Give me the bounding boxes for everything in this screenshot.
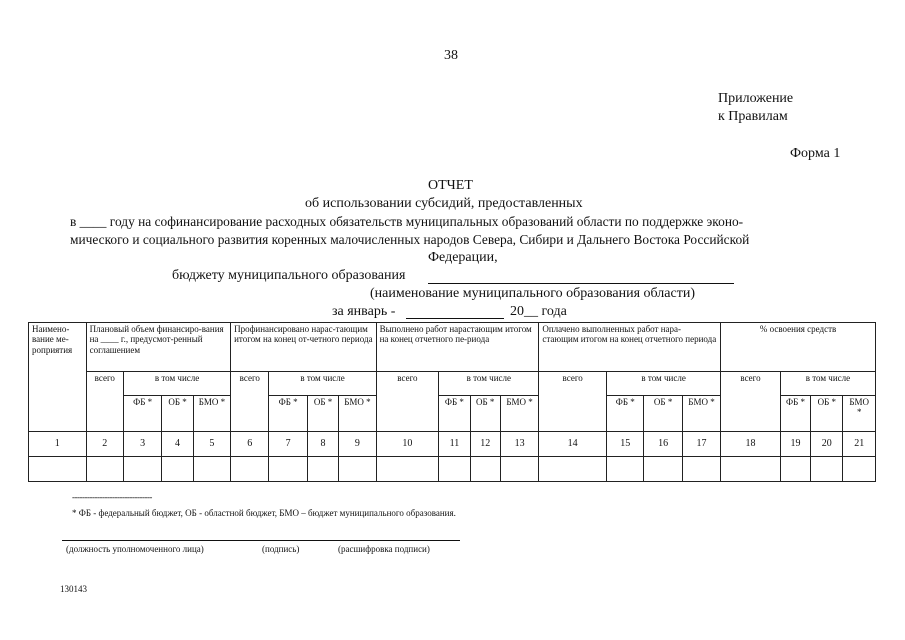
header-bmo: БМО * [500, 396, 538, 432]
empty-cell[interactable] [682, 457, 720, 482]
empty-cell[interactable] [470, 457, 500, 482]
empty-cell[interactable] [193, 457, 230, 482]
column-number: 19 [780, 432, 810, 457]
header-bmo: БМО * [843, 396, 876, 432]
header-fb: ФБ * [607, 396, 644, 432]
empty-cell[interactable] [811, 457, 843, 482]
empty-cell[interactable] [231, 457, 269, 482]
empty-cell[interactable] [780, 457, 810, 482]
column-number: 2 [86, 432, 123, 457]
municipality-label: бюджету муниципального образования [172, 268, 406, 283]
footnote-rule: -------------------------------- [72, 492, 152, 502]
header-total: всего [376, 372, 439, 432]
period-prefix: за январь - [332, 304, 396, 319]
header-ob: ОБ * [307, 396, 338, 432]
column-number: 8 [307, 432, 338, 457]
page-number: 38 [444, 48, 458, 63]
header-incl: в том числе [439, 372, 539, 396]
column-number: 18 [721, 432, 781, 457]
header-done: Выполнено работ нарастающим итогом на конец отчетного пе-риода [376, 323, 539, 372]
column-number: 13 [500, 432, 538, 457]
column-number: 7 [269, 432, 307, 457]
column-number: 1 [29, 432, 87, 457]
header-percent: % освоения средств [721, 323, 876, 372]
decoding-caption: (расшифровка подписи) [338, 544, 430, 554]
title-line-5: Федерации, [428, 250, 498, 265]
header-total: всего [539, 372, 607, 432]
header-incl: в том числе [123, 372, 230, 396]
document-code: 130143 [60, 584, 87, 594]
column-number: 10 [376, 432, 439, 457]
empty-cell[interactable] [607, 457, 644, 482]
header-fb: ФБ * [123, 396, 161, 432]
municipality-hint: (наименование муниципального образования области) [370, 286, 695, 301]
header-measure-name: Наимено-вание ме-роприятия [29, 323, 87, 432]
header-total: всего [721, 372, 781, 432]
header-fb: ФБ * [780, 396, 810, 432]
position-caption: (должность уполномоченного лица) [66, 544, 204, 554]
header-ob: ОБ * [470, 396, 500, 432]
empty-cell[interactable] [721, 457, 781, 482]
appendix-line-2: к Правилам [718, 109, 788, 124]
signature-line [62, 540, 460, 541]
empty-cell[interactable] [439, 457, 470, 482]
column-number: 9 [339, 432, 376, 457]
empty-cell[interactable] [29, 457, 87, 482]
empty-cell[interactable] [644, 457, 682, 482]
empty-data-row [29, 457, 876, 482]
empty-cell[interactable] [843, 457, 876, 482]
column-number: 12 [470, 432, 500, 457]
column-number: 15 [607, 432, 644, 457]
footnote: * ФБ - федеральный бюджет, ОБ - областной бюджет, БМО – бюджет муниципального образования. [72, 508, 456, 518]
header-ob: ОБ * [162, 396, 193, 432]
report-title: ОТЧЕТ [428, 178, 473, 193]
header-bmo: БМО * [193, 396, 230, 432]
header-incl: в том числе [269, 372, 376, 396]
header-financed: Профинансировано нарас-тающим итогом на конец от-четного периода [231, 323, 377, 372]
header-ob: ОБ * [811, 396, 843, 432]
empty-cell[interactable] [339, 457, 376, 482]
empty-cell[interactable] [500, 457, 538, 482]
municipality-blank-line [428, 283, 734, 284]
header-incl: в том числе [780, 372, 875, 396]
title-line-4: мического и социального развития коренных малочисленных народов Севера, Сибири и Дальнего Востока Российской [70, 232, 750, 247]
column-number: 11 [439, 432, 470, 457]
form-label: Форма 1 [790, 146, 841, 161]
header-ob: ОБ * [644, 396, 682, 432]
empty-cell[interactable] [269, 457, 307, 482]
empty-cell[interactable] [376, 457, 439, 482]
empty-cell[interactable] [162, 457, 193, 482]
period-blank-line [406, 318, 504, 319]
column-number: 21 [843, 432, 876, 457]
column-number: 14 [539, 432, 607, 457]
header-total: всего [231, 372, 269, 432]
header-total: всего [86, 372, 123, 432]
column-number: 5 [193, 432, 230, 457]
appendix-line-1: Приложение [718, 91, 794, 106]
column-number: 4 [162, 432, 193, 457]
column-number: 20 [811, 432, 843, 457]
empty-cell[interactable] [123, 457, 161, 482]
title-line-3: в ____ году на софинансирование расходных обязательств муниципальных образований области по поддержке эконо- [70, 214, 744, 229]
column-number: 3 [123, 432, 161, 457]
empty-cell[interactable] [539, 457, 607, 482]
column-number: 16 [644, 432, 682, 457]
header-bmo: БМО * [339, 396, 376, 432]
empty-cell[interactable] [86, 457, 123, 482]
title-line-2: об использовании субсидий, предоставленных [305, 196, 583, 211]
header-paid: Оплачено выполненных работ нара-стающим итогом на конец отчетного периода [539, 323, 721, 372]
period-year: 20__ года [510, 304, 567, 319]
report-table [28, 322, 876, 482]
header-incl: в том числе [607, 372, 721, 396]
empty-cell[interactable] [307, 457, 338, 482]
header-planned: Плановый объем финансиро-вания на ____ г., предусмот-ренный соглашением [86, 323, 231, 372]
header-fb: ФБ * [439, 396, 470, 432]
column-number: 17 [682, 432, 720, 457]
header-bmo: БМО * [682, 396, 720, 432]
column-number: 6 [231, 432, 269, 457]
header-fb: ФБ * [269, 396, 307, 432]
signature-caption: (подпись) [262, 544, 300, 554]
